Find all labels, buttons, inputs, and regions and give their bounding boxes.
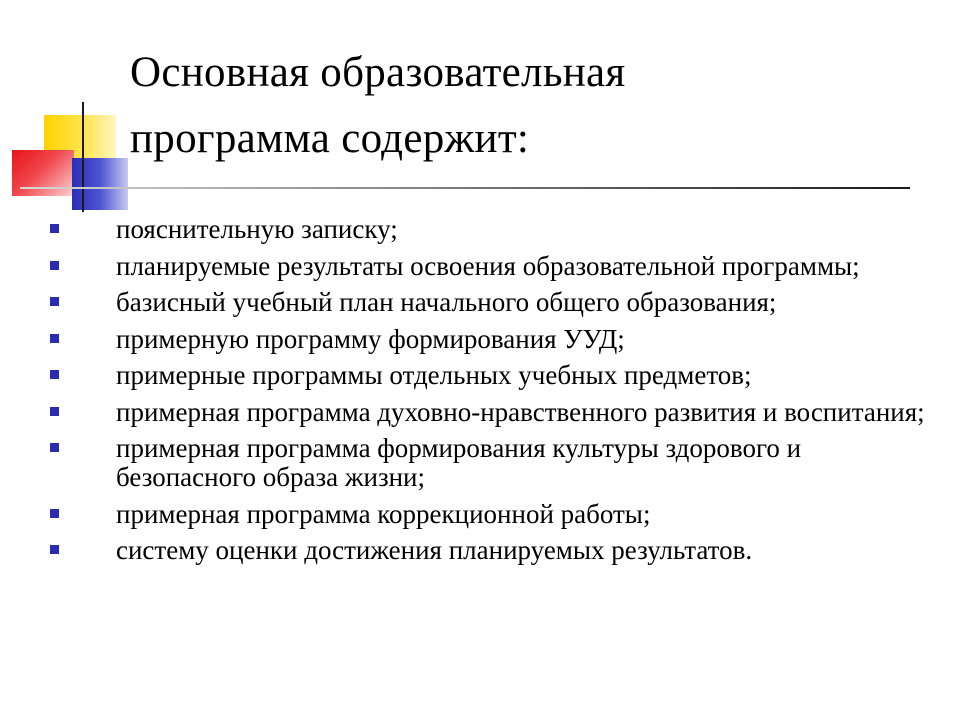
square-bullet-icon bbox=[50, 261, 59, 270]
slide-title bbox=[130, 40, 890, 172]
content-list bbox=[48, 215, 928, 573]
list-item-text: систему оценки достижения планируемых результатов. bbox=[116, 535, 753, 565]
vertical-divider-line bbox=[82, 102, 84, 212]
square-bullet-icon bbox=[50, 509, 59, 518]
list-item-text: базисный учебный план начального общего образования; bbox=[116, 287, 777, 317]
title-underline bbox=[20, 187, 910, 189]
list-item bbox=[48, 500, 928, 529]
list-item-text: планируемые результаты освоения образовательной программы; bbox=[116, 250, 860, 281]
list-item bbox=[48, 288, 928, 317]
list-item bbox=[48, 325, 928, 354]
list-item bbox=[48, 536, 928, 565]
list-item bbox=[48, 252, 928, 281]
list-item bbox=[48, 398, 928, 427]
list-item-text: примерная программа коррекционной работы; bbox=[116, 498, 651, 529]
square-bullet-icon bbox=[50, 334, 59, 343]
list-item-text: примерную программу формирования УУД; bbox=[116, 323, 625, 354]
list-item bbox=[48, 215, 928, 244]
red-square-decoration bbox=[12, 150, 74, 196]
square-bullet-icon bbox=[50, 370, 59, 379]
square-bullet-icon bbox=[50, 297, 59, 306]
square-bullet-icon bbox=[50, 224, 59, 233]
list-item-text: пояснительную записку; bbox=[116, 214, 398, 244]
title-line-1: Основная образовательная bbox=[130, 49, 626, 96]
title-line-2: программа содержит: bbox=[130, 115, 530, 162]
list-item-text: примерная программа формирования культуры здорового и безопасного образа жизни; bbox=[116, 433, 802, 492]
blue-square-decoration bbox=[72, 158, 128, 210]
list-item-text: примерная программа духовно-нравственного развития и воспитания; bbox=[116, 396, 925, 427]
square-bullet-icon bbox=[50, 545, 59, 554]
square-bullet-icon bbox=[50, 407, 59, 416]
square-bullet-icon bbox=[50, 443, 59, 452]
list-item-text: примерные программы отдельных учебных предметов; bbox=[116, 360, 752, 390]
list-item bbox=[48, 361, 928, 390]
list-item bbox=[48, 434, 928, 492]
